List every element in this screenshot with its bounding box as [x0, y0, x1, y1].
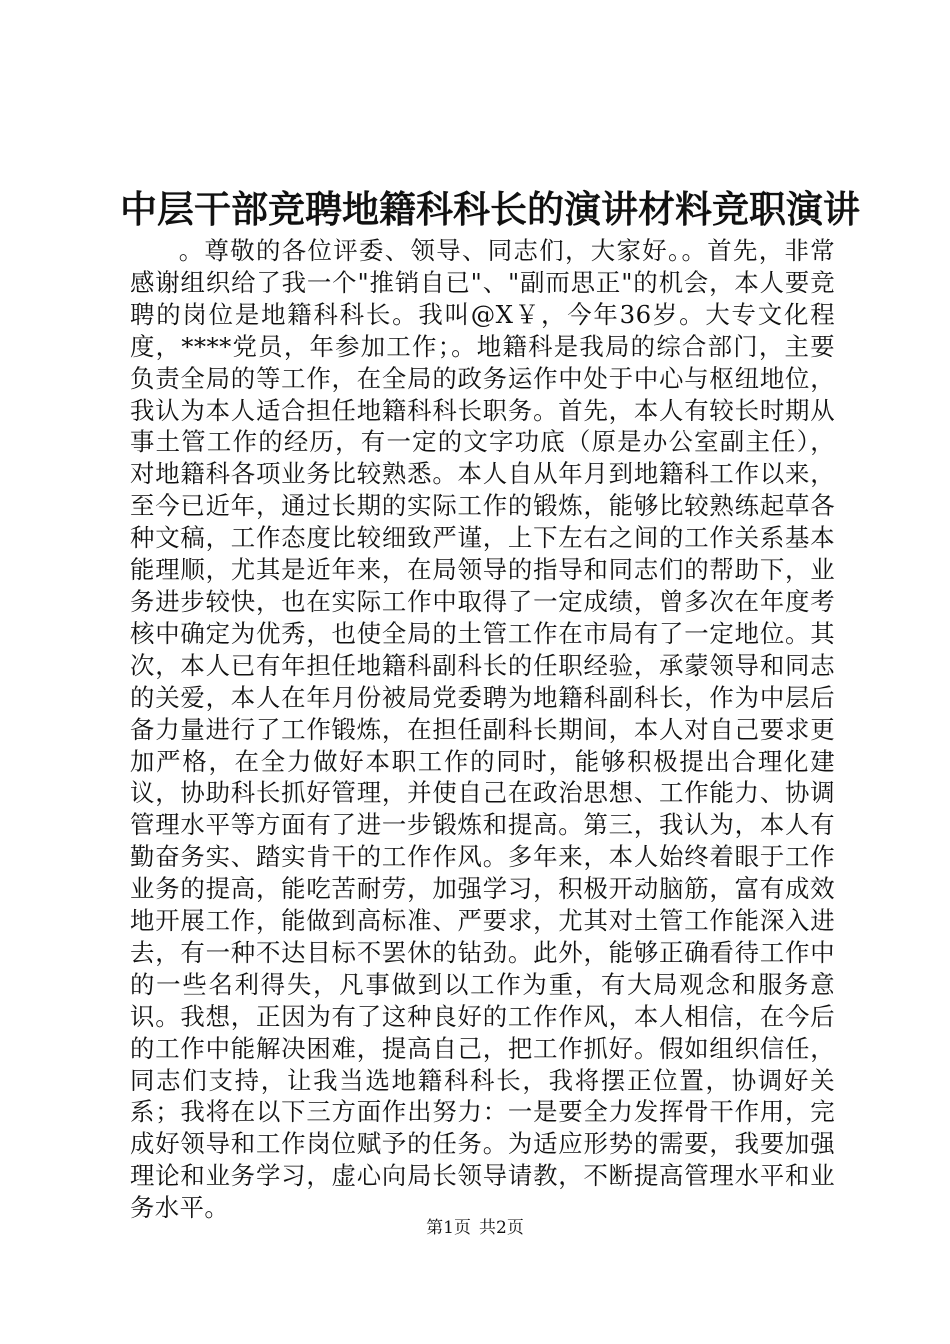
page-footer [0, 1216, 950, 1240]
page-number-total: 共2页 [479, 1218, 524, 1238]
document-body: 。尊敬的各位评委、领导、同志们，大家好。。首先，非常感谢组织给了我一个"推销自已"、"副而思正"的机会，本人要竞聘的岗位是地籍科科长。我叫@X￥，今年36岁。大专文化程度，****党员，年参加工作；。地籍科是我局的综合部门，主要负责全局的等工作，在全局的政务运作中处于中心与枢纽地位，我认为本人适合担任地籍科科长职务。首先，本人有较长时期从事土管工作的经历，有一定的文字功底（原是办公室副主任），对地籍科各项业务比较熟悉。本人自从年月到地籍科工作以来，至今已近年，通过长期的实际工作的锻炼，能够比较熟练起草各种文稿，工作态度比较细致严谨，上下左右之间的工作关系基本能理顺，尤其是近年来，在局领导的指导和同志们的帮助下，业务进步较快，也在实际工作中取得了一定成绩，曾多次在年度考核中确定为优秀，也使全局的土管工作在市局有了一定地位。其次，本人已有年担任地籍科副科长的任职经验，承蒙领导和同志的关爱，本人在年月份被局党委聘为地籍科副科长，作为中层后备力量进行了工作锻炼，在担任副科长期间，本人对自己要求更加严格，在全力做好本职工作的同时，能够积极提出合理化建议，协助科长抓好管理，并使自己在政治思想、工作能力、协调管理水平等方面有了进一步锻炼和提高。第三，我认为，本人有勤奋务实、踏实肯干的工作作风。多年来，本人始终着眼于工作业务的提高，能吃苦耐劳，加强学习，积极开动脑筋，富有成效地开展工作，能做到高标准、严要求，尤其对土管工作能深入进去，有一种不达目标不罢休的钻劲。此外，能够正确看待工作中的一些名利得失，凡事做到以工作为重，有大局观念和服务意识。我想，正因为有了这种良好的工作作风，本人相信，在今后的工作中能解决困难，提高自己，把工作抓好。假如组织信任，同志们支持，让我当选地籍科科长，我将摆正位置，协调好关系；我将在以下三方面作出努力：一是要全力发挥骨干作用，完成好领导和工作岗位赋予的任务。为适应形势的需要，我要加强理论和业务学习，虚心向局长领导请教，不断提高管理水平和业务水平。 [130, 236, 835, 1223]
page-number-current: 第1页 [426, 1218, 471, 1238]
document-title: 中层干部竞聘地籍科科长的演讲材料竞职演讲 [120, 187, 860, 231]
